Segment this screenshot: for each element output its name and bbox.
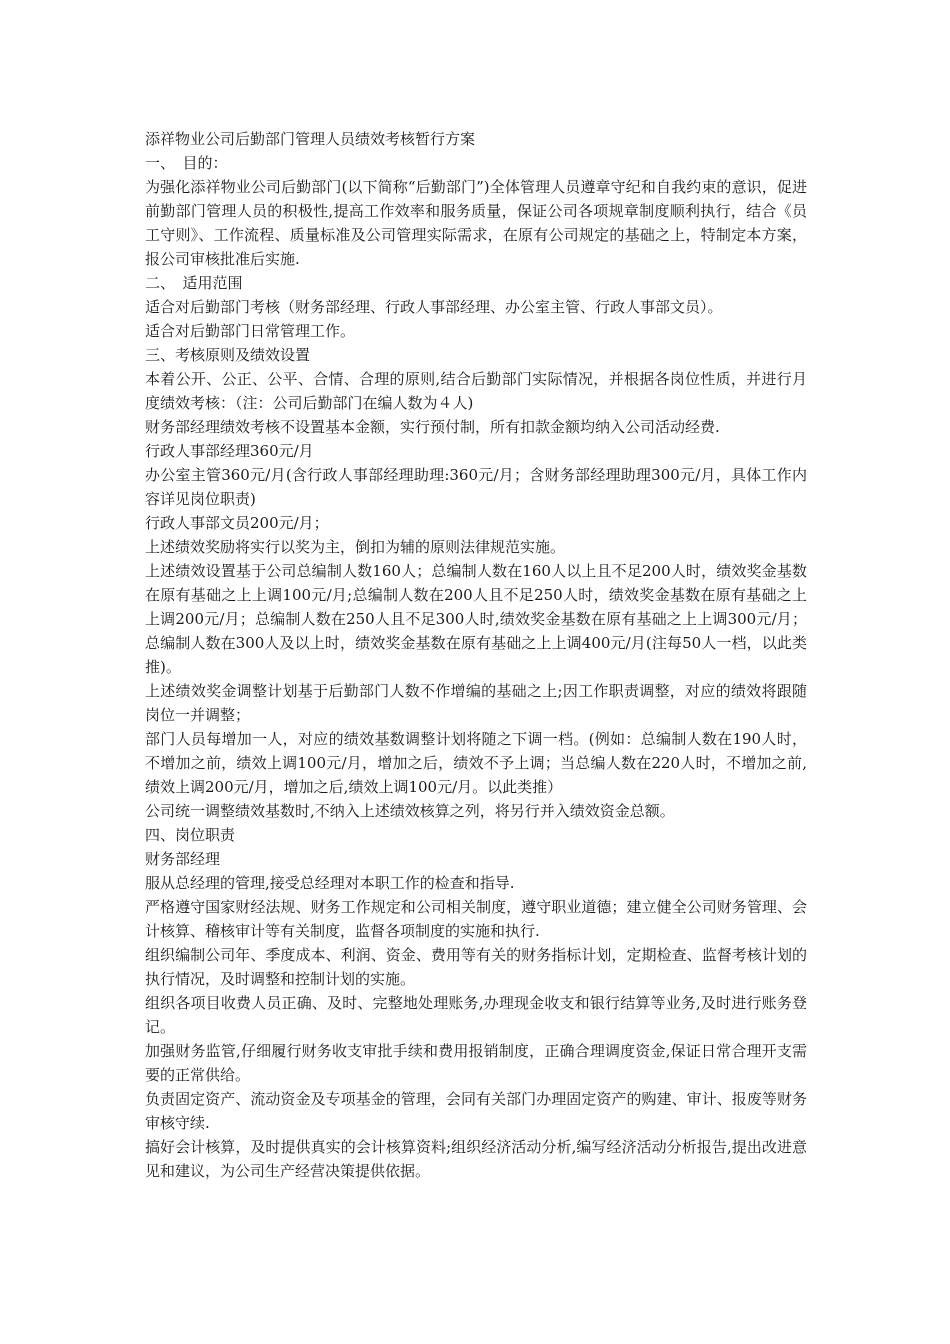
paragraph: 财务部经理绩效考核不设置基本金额，实行预付制，所有扣款金额均纳入公司活动经费.: [145, 418, 720, 436]
paragraph: 本着公开、公正、公平、合情、合理的原则,结合后勤部门实际情况，并根据各岗位性质，并进行月度绩效考核：（注：公司后勤部门在编人数为４人): [145, 370, 807, 412]
paragraph: 为强化添祥物业公司后勤部门(以下简称“后勤部门”)全体管理人员遵章守纪和自我约束的意识，促进前勤部门管理人员的积极性,提高工作效率和服务质量，保证公司各项规章制度顺利执行，结合《员工守则》、工作流程、质量标准及公司管理实际需求，在原有公司规定的基础之上，特制定本方案，报公司审核批准后实施.: [145, 178, 807, 268]
document-title: 添祥物业公司后勤部门管理人员绩效考核暂行方案: [145, 130, 476, 148]
paragraph: 上述绩效奖金调整计划基于后勤部门人数不作增编的基础之上;因工作职责调整，对应的绩效将跟随岗位一并调整；: [145, 682, 807, 724]
paragraph: 组织各项目收费人员正确、及时、完整地处理账务,办理现金收支和银行结算等业务,及时进行账务登记。: [145, 994, 807, 1036]
section-heading-duties: 四、岗位职责: [145, 826, 236, 844]
section-heading-principles: 三、考核原则及绩效设置: [145, 346, 311, 364]
paragraph: 上述绩效奖励将实行以奖为主，倒扣为辅的原则法律规范实施。: [145, 538, 566, 556]
paragraph: 负责固定资产、流动资金及专项基金的管理，会同有关部门办理固定资产的购建、审计、报废等财务审核守续.: [145, 1090, 807, 1132]
paragraph: 办公室主管360元/月(含行政人事部经理助理:360元/月；含财务部经理助理300元/月，具体工作内容详见岗位职责): [145, 466, 807, 508]
document-page: [145, 127, 807, 1183]
paragraph: 适合对后勤部门日常管理工作。: [145, 322, 356, 340]
paragraph: 组织编制公司年、季度成本、利润、资金、费用等有关的财务指标计划，定期检查、监督考核计划的执行情况，及时调整和控制计划的实施。: [145, 946, 807, 988]
paragraph: 适合对后勤部门考核（财务部经理、行政人事部经理、办公室主管、行政人事部文员）。: [145, 298, 723, 316]
paragraph: 搞好会计核算，及时提供真实的会计核算资料;组织经济活动分析,编写经济活动分析报告,提出改进意见和建议，为公司生产经营决策提供依据。: [145, 1138, 807, 1180]
section-heading-purpose: 一、 目的：: [145, 154, 228, 172]
paragraph: 行政人事部经理360元/月: [145, 442, 314, 460]
paragraph: 严格遵守国家财经法规、财务工作规定和公司相关制度，遵守职业道德；建立健全公司财务管理、会计核算、稽核审计等有关制度，监督各项制度的实施和执行.: [145, 898, 807, 940]
paragraph: 公司统一调整绩效基数时,不纳入上述绩效核算之列，将另行并入绩效资金总额。: [145, 802, 675, 820]
paragraph: 加强财务监管,仔细履行财务收支审批手续和费用报销制度，正确合理调度资金,保证日常合理开支需要的正常供给。: [145, 1042, 807, 1084]
subheading-finance-manager: 财务部经理: [145, 850, 221, 868]
paragraph: 上述绩效设置基于公司总编制人数160人；总编制人数在160人以上且不足200人时，绩效奖金基数在原有基础之上上调100元/月;总编制人数在200人且不足250人时，绩效奖金基数在原有基础之上上调200元/月；总编制人数在250人且不足300人时,绩效奖金基数在原有基础之上上调300元/月；总编制人数在300人及以上时，绩效奖金基数在原有基础之上上调400元/月(注每50人一档，以此类推)。: [145, 562, 807, 676]
section-heading-scope: 二、 适用范围: [145, 274, 243, 292]
paragraph: 行政人事部文员200元/月；: [145, 514, 329, 532]
paragraph: 服从总经理的管理,接受总经理对本职工作的检查和指导.: [145, 874, 515, 892]
paragraph: 部门人员每增加一人，对应的绩效基数调整计划将随之下调一档。(例如：总编制人数在190人时，不增加之前，绩效上调100元/月，增加之后，绩效不予上调；当总编人数在220人时，不增加之前,绩效上调200元/月，增加之后,绩效上调100元/月。以此类推）: [145, 730, 807, 796]
